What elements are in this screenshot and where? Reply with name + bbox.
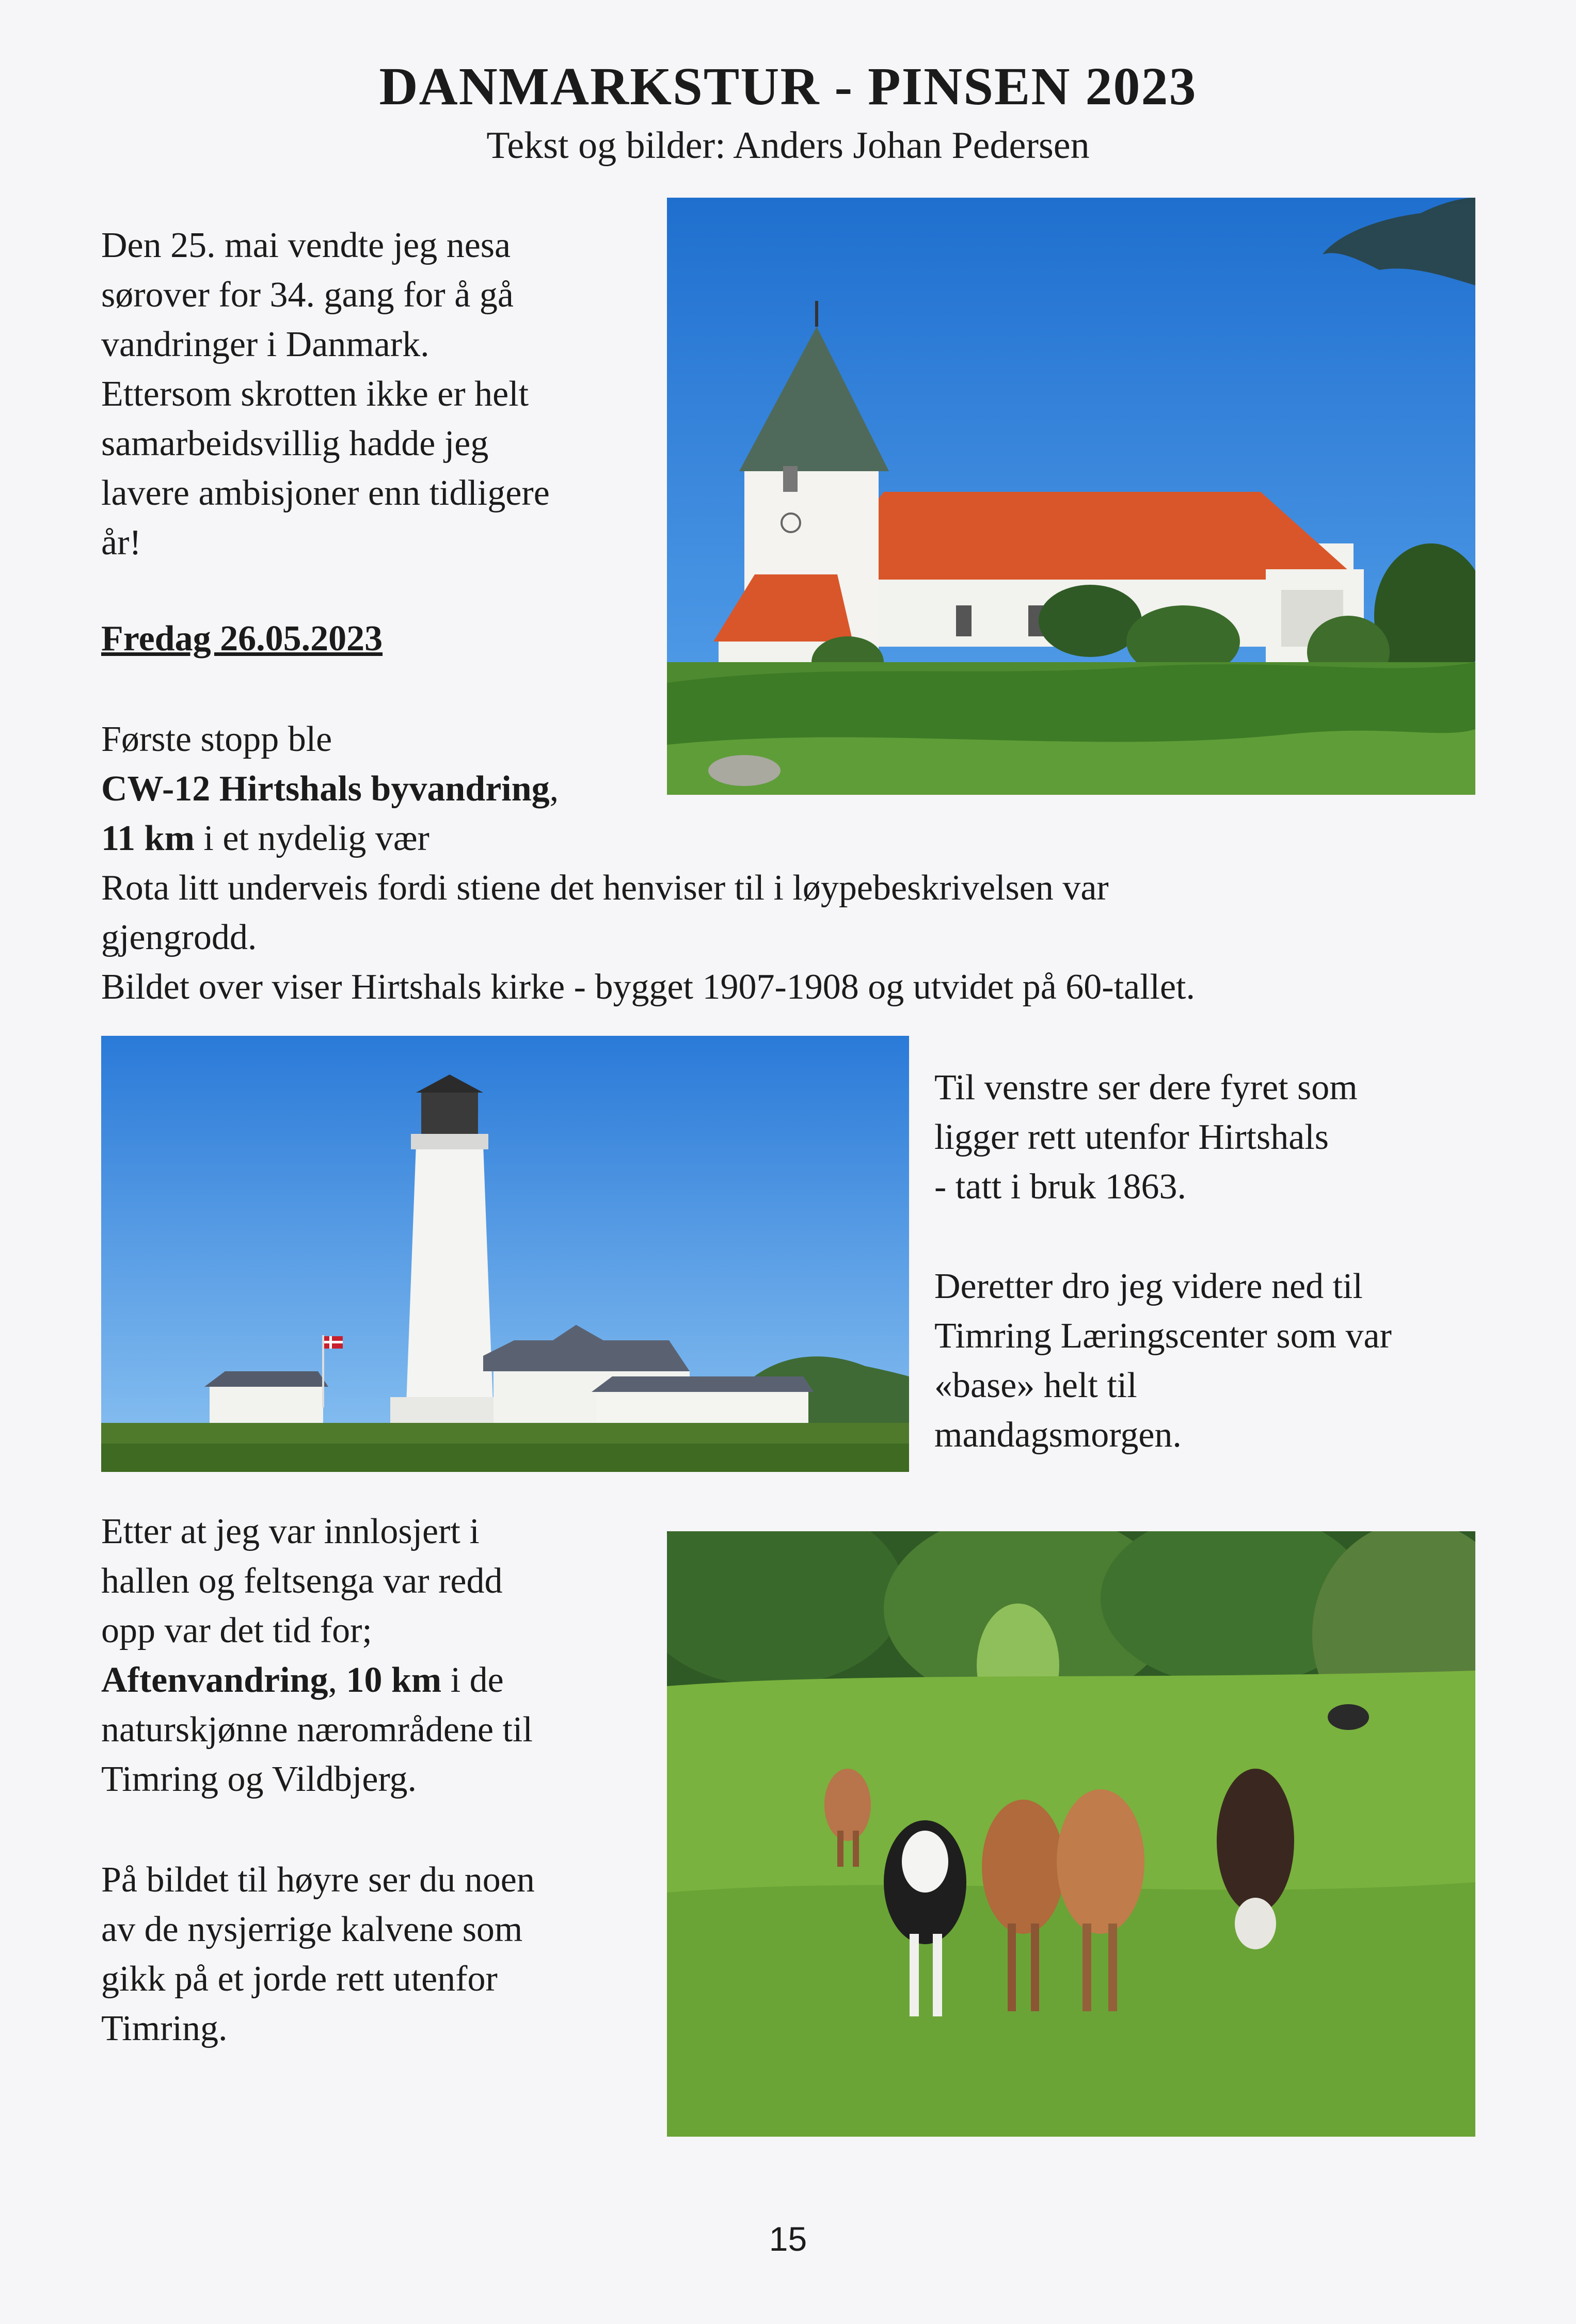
text-line [101,764,1495,814]
walk-distance: 11 km [101,819,195,858]
text-line: Timring. [101,2009,228,2048]
day-heading: Fredag 26.05.2023 [101,619,383,659]
text-line: gjengrodd. [101,918,257,957]
text-line: På bildet til høyre ser du noen [101,1860,535,1900]
punctuation: , [549,769,559,809]
intro-line: vandringer i Danmark. [101,325,429,364]
walk-name: CW-12 Hirtshals byvandring [101,769,550,809]
text-line: mandagsmorgen. [934,1415,1182,1455]
text-line [101,1656,669,1705]
intro-line: sørover for 34. gang for å gå [101,275,514,315]
page-title: DANMARKSTUR - PINSEN 2023 [379,57,1197,116]
text-line: Timring Læringscenter som var [934,1316,1392,1356]
calves-paragraph [101,1855,669,2054]
intro-line: Ettersom skrotten ikke er helt [101,374,529,414]
text-line: gikk på et jorde rett utenfor [101,1959,498,1999]
base-paragraph [934,1262,1502,1460]
text-line: Rota litt underveis fordi stiene det henviser til i løypebeskrivelsen var [101,868,1109,908]
text-line: - tatt i bruk 1863. [934,1167,1186,1207]
lighthouse-photo [101,1036,909,1472]
walk-name: Aftenvandring [101,1660,328,1700]
evening-paragraph [101,1507,669,1804]
lighthouse-paragraph [934,1063,1502,1212]
intro-line: lavere ambisjoner enn tidligere [101,473,550,513]
text-line: Timring og Vildbjerg. [101,1759,417,1799]
friday-heading-block [101,614,669,664]
text-line: ligger rett utenfor Hirtshals [934,1117,1329,1157]
intro-paragraph [101,221,659,568]
calves-photo [667,1531,1475,2137]
intro-line: år! [101,523,141,563]
byline: Tekst og bilder: Anders Johan Pedersen [486,124,1090,167]
page-number: 15 [769,2220,807,2258]
text-line: naturskjønne nærområdene til [101,1710,533,1750]
walk-distance-suffix: i et nydelig vær [194,819,429,858]
text-line: Deretter dro jeg videre ned til [934,1267,1363,1306]
text-line: Til venstre ser dere fyret som [934,1068,1358,1108]
text-line [101,814,1495,863]
friday-paragraph [101,715,1495,1012]
church-photo [667,198,1475,795]
intro-line: samarbeidsvillig hadde jeg [101,424,489,463]
text-line: Første stopp ble [101,719,332,759]
text-line: hallen og feltsenga var redd [101,1561,503,1601]
text-line: av de nysjerrige kalvene som [101,1910,523,1949]
text-line: Etter at jeg var innlosjert i [101,1512,480,1551]
text-line: Bildet over viser Hirtshals kirke - bygget 1907-1908 og utvidet på 60-tallet. [101,967,1196,1007]
intro-line: Den 25. mai vendte jeg nesa [101,226,511,265]
walk-distance: 10 km [346,1660,442,1700]
punctuation: , [328,1660,346,1700]
text-line: «base» helt til [934,1366,1137,1405]
text-line: opp var det tid for; [101,1611,372,1650]
walk-suffix: i de [441,1660,504,1700]
